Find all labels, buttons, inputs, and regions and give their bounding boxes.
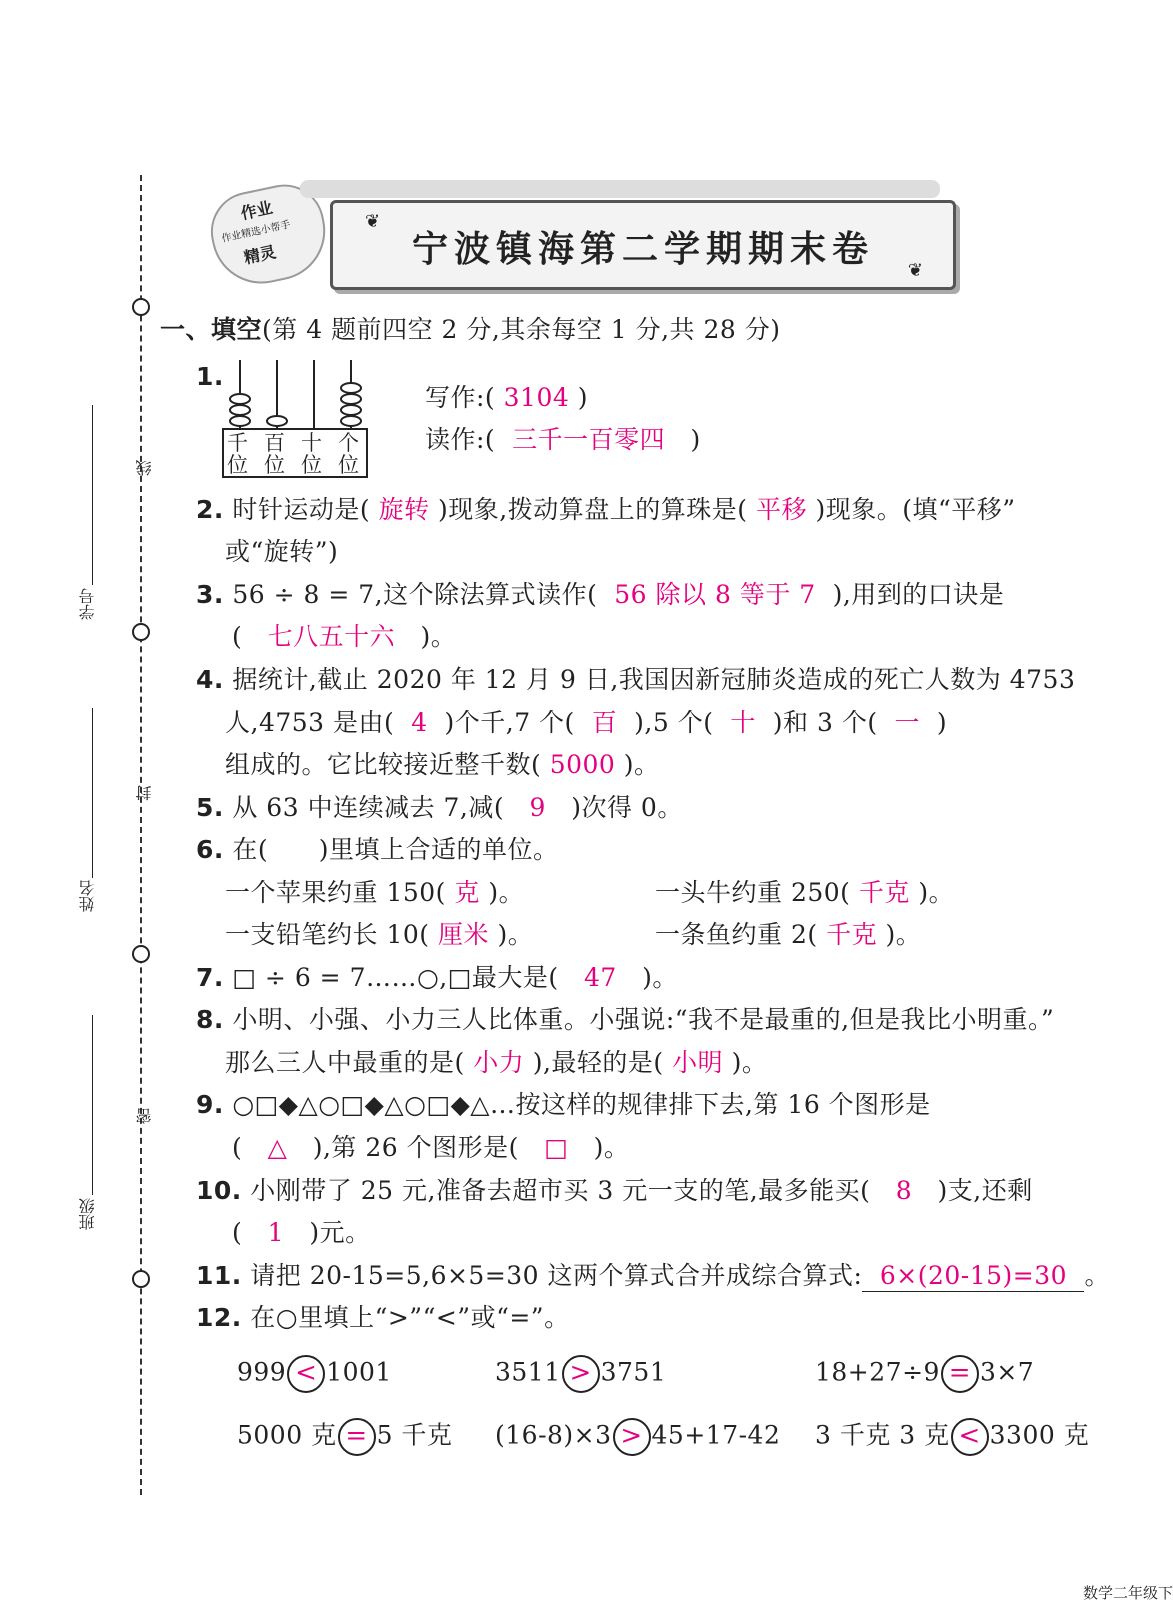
q10-text-a: 小刚带了 25 元,准备去超市买 3 元一支的笔,最多能买( (250, 1176, 871, 1205)
binding-hole (132, 298, 150, 316)
q6-number: 6. (196, 835, 224, 864)
q7-line (196, 963, 678, 993)
q12-item-4 (237, 1418, 452, 1456)
q12-compare-circle: = (941, 1355, 979, 1393)
abacus-label-tens: 十 位 (301, 431, 322, 477)
q11-text-a: 请把 20-15=5,6×5=30 这两个算式合并成综合算式: (250, 1261, 863, 1290)
q9-text-c: )。 (593, 1133, 630, 1162)
q4-line3 (225, 750, 660, 780)
q12-right: 3×7 (979, 1357, 1035, 1387)
q12-item-3 (815, 1355, 1034, 1393)
q11-text-b: 。 (1084, 1261, 1110, 1290)
q7-answer: 47 (583, 963, 617, 992)
q2-line1 (196, 495, 1016, 525)
q8-text-line1: 小明、小强、小力三人比体重。小强说:“我不是最重的,但是我比小明重。” (232, 1005, 1055, 1034)
q4-line2 (225, 708, 947, 738)
section-heading (160, 315, 781, 345)
class-line (92, 1015, 93, 1195)
q10-text-d: )元。 (309, 1218, 371, 1247)
q5-line (196, 793, 683, 823)
q12-right: 45+17-42 (651, 1420, 781, 1450)
student-id-label: 学号 (78, 588, 97, 620)
q12-compare-circle: = (338, 1418, 376, 1456)
footer-subject: 数学二年级下 (1082, 1584, 1173, 1602)
student-id-line (92, 405, 93, 585)
q8-text-a: 那么三人中最重的是( (225, 1048, 465, 1077)
q6-r1-text-a: 一个苹果约重 150( (225, 878, 446, 907)
q2-answer-2: 平移 (755, 495, 807, 524)
q1-write-label: 写作:( (425, 383, 496, 412)
title-banner (330, 200, 956, 290)
name-line (92, 708, 93, 878)
q3-text-c: ( (232, 622, 243, 651)
badge-bottom-text: 精灵 (242, 242, 278, 268)
q4-text-a: 人,4753 是由( (225, 708, 395, 737)
q12-right: 5 千克 (376, 1420, 453, 1450)
q3-line2 (232, 622, 456, 652)
q5-answer: 9 (529, 793, 546, 822)
binding-dashed-line (140, 175, 142, 1495)
badge-top-text: 作业 (239, 197, 275, 224)
q4-answer-5: 5000 (549, 750, 616, 779)
q1-read-label: 读作:( (425, 425, 496, 454)
q1-write-end: ) (577, 383, 588, 412)
q4-text-f: 组成的。它比较接近整千数( (225, 750, 542, 779)
q8-text-b: ),最轻的是( (532, 1048, 664, 1077)
q3-answer-2: 七八五十六 (267, 622, 396, 651)
binding-hole (132, 1270, 150, 1288)
q4-answer-2: 百 (591, 708, 618, 737)
binding-hole (132, 623, 150, 641)
q6-r1-answer: 克 (454, 878, 480, 907)
q8-answer-2: 小明 (672, 1048, 724, 1077)
binding-mark-mi: 密 (135, 1108, 154, 1124)
q3-text-a: 56 ÷ 8 = 7,这个除法算式读作( (232, 580, 598, 609)
q3-number: 3. (196, 580, 224, 609)
q12-left: 999 (237, 1357, 287, 1387)
q12-compare-circle: > (613, 1418, 651, 1456)
q6-r2-answer: 厘米 (437, 920, 489, 949)
q6-row2-left (225, 920, 533, 950)
q12-item-5 (495, 1418, 780, 1456)
q2-answer-1: 旋转 (378, 495, 430, 524)
q9-line2 (232, 1133, 629, 1163)
abacus-label-thousands: 千 位 (227, 431, 248, 477)
q6-r1-answer-2: 千克 (858, 878, 910, 907)
q10-line1 (196, 1176, 1033, 1206)
q6-r2-answer-2: 千克 (826, 920, 878, 949)
q4-text-b: )个千,7 个( (444, 708, 575, 737)
q4-text-g: )。 (623, 750, 660, 779)
q9-answer-1: △ (267, 1133, 288, 1162)
q12-line (196, 1303, 570, 1333)
q6-r1-text-c: 一头牛约重 250( (655, 878, 851, 907)
q8-line1 (196, 1005, 1054, 1035)
q1-write-answer: 3104 (503, 383, 570, 412)
q10-text-b: )支,还剩 (937, 1176, 1033, 1205)
q9-text-b: ),第 26 个图形是( (312, 1133, 519, 1162)
q6-r2-text-c: 一条鱼约重 2( (655, 920, 818, 949)
q5-text-a: 从 63 中连续减去 7,减( (232, 793, 505, 822)
q11-answer-blank: 6×(20-15)=30 (862, 1261, 1084, 1292)
q10-text-c: ( (232, 1218, 243, 1247)
q6-line (196, 835, 559, 865)
q12-left: 3511 (495, 1357, 561, 1387)
q2-line2: 或“旋转”) (225, 537, 339, 566)
q8-answer-1: 小力 (473, 1048, 525, 1077)
q6-row1-left (225, 878, 524, 908)
butterfly-icon: ❦ (365, 211, 381, 232)
q6-r2-text-d: )。 (885, 920, 922, 949)
q2-text-c: )现象。(填“平移” (815, 495, 1016, 524)
q10-line2 (232, 1218, 371, 1248)
q7-text-a: □ ÷ 6 = 7……○,□最大是( (232, 963, 559, 992)
q10-answer-2: 1 (267, 1218, 285, 1247)
q1-number: 1. (196, 362, 224, 391)
q12-right: 1001 (326, 1357, 392, 1387)
q6-r1-text-d: )。 (918, 878, 955, 907)
q12-left: 18+27÷9 (815, 1357, 940, 1387)
q4-line1 (196, 665, 1075, 695)
q12-compare-circle: < (287, 1355, 325, 1393)
q6-row2-right (655, 920, 921, 950)
q11-number: 11. (196, 1261, 242, 1290)
q1-write (425, 383, 588, 413)
q9-text-a: ( (232, 1133, 243, 1162)
q12-item-1 (237, 1355, 392, 1393)
section-title: 一、填空 (160, 315, 263, 344)
q9-text-line1: ○□◆△○□◆△○□◆△…按这样的规律排下去,第 16 个图形是 (232, 1090, 931, 1119)
q12-right: 3300 克 (989, 1420, 1090, 1450)
q3-answer-1: 56 除以 8 等于 7 (614, 580, 816, 609)
q12-compare-circle: > (562, 1355, 600, 1393)
q2-number: 2. (196, 495, 224, 524)
badge-ribbon (300, 180, 940, 198)
name-label: 姓名 (78, 880, 97, 912)
q12-item-2 (495, 1355, 666, 1393)
binding-mark-xian: 线 (135, 460, 154, 476)
q10-number: 10. (196, 1176, 242, 1205)
q7-number: 7. (196, 963, 224, 992)
q6-text-a: 在( )里填上合适的单位。 (232, 835, 559, 864)
q4-answer-3: 十 (730, 708, 756, 737)
abacus (222, 355, 368, 480)
binding-hole (132, 945, 150, 963)
abacus-label-ones: 个 位 (338, 431, 359, 477)
q12-number: 12. (196, 1303, 242, 1332)
q4-text-e: ) (936, 708, 948, 737)
q6-r2-text-b: )。 (497, 920, 534, 949)
q1-read (425, 425, 701, 455)
q3-text-b: ),用到的口诀是 (832, 580, 1005, 609)
q8-number: 8. (196, 1005, 224, 1034)
q2-text-a: 时针运动是( (232, 495, 371, 524)
q6-r1-text-b: )。 (488, 878, 525, 907)
q3-text-d: )。 (420, 622, 457, 651)
q12-item-6 (815, 1418, 1089, 1456)
q12-text-a: 在○里填上“>”“<”或“=”。 (250, 1303, 570, 1332)
q9-number: 9. (196, 1090, 224, 1119)
q1-read-answer: 三千一百零四 (512, 425, 666, 454)
q12-right: 3751 (600, 1357, 667, 1387)
badge-mid-text: 作业精选小帮手 (220, 219, 292, 245)
q12-left: 5000 克 (237, 1420, 337, 1450)
q3-line1 (196, 580, 1004, 610)
q4-text-d: )和 3 个( (772, 708, 878, 737)
q5-text-b: )次得 0。 (571, 793, 683, 822)
q8-line2 (225, 1048, 767, 1078)
q7-text-b: )。 (642, 963, 678, 992)
q4-number: 4. (196, 665, 224, 694)
section-note: (第 4 题前四空 2 分,其余每空 1 分,共 28 分) (262, 315, 781, 344)
class-label: 班级 (78, 1198, 97, 1230)
q2-text-b: )现象,拨动算盘上的算珠是( (438, 495, 748, 524)
q9-answer-2: □ (544, 1133, 569, 1162)
q12-compare-circle: < (951, 1418, 989, 1456)
binding-mark-feng: 封 (135, 785, 154, 801)
q4-answer-4: 一 (894, 708, 921, 737)
q12-left: (16-8)×3 (495, 1420, 612, 1450)
q12-left: 3 千克 3 克 (815, 1420, 950, 1450)
q9-line1 (196, 1090, 931, 1120)
q4-text-c: ),5 个( (634, 708, 714, 737)
q6-r2-text-a: 一支铅笔约长 10( (225, 920, 430, 949)
q6-row1-right (655, 878, 954, 908)
q4-text-line1: 据统计,截止 2020 年 12 月 9 日,我国因新冠肺炎造成的死亡人数为 4753 (232, 665, 1076, 694)
abacus-label-hundreds: 百 位 (264, 431, 285, 477)
q11-line (196, 1261, 1110, 1292)
butterfly-icon: ❦ (907, 260, 923, 281)
page-title: 宁波镇海第二学期期末卷 (411, 228, 874, 270)
q4-answer-1: 4 (411, 708, 428, 737)
q1-read-end: ) (690, 425, 701, 454)
q5-number: 5. (196, 793, 224, 822)
q10-answer-1: 8 (895, 1176, 913, 1205)
q8-text-c: )。 (731, 1048, 768, 1077)
